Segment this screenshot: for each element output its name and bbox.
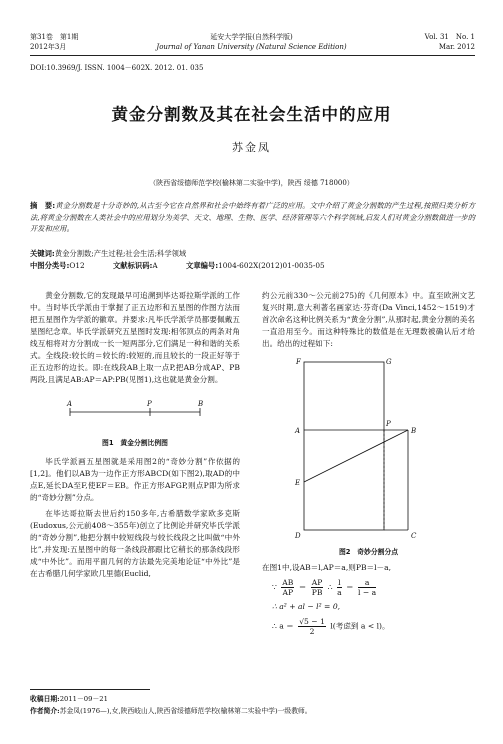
frac-l: l: [338, 578, 341, 587]
figure-1-caption: 图1 黄金分割比例图: [102, 439, 168, 447]
header-volume-en: Vol. 31 No. 1: [424, 33, 475, 41]
equals-1: ＝: [298, 582, 307, 592]
derivation-line-1: [272, 578, 475, 597]
a-equals: ∴ a ＝: [272, 621, 294, 631]
paragraph-3: 在毕达哥拉斯去世后约150多年,古希腊数学家欧多克斯(Eudoxus,公元前408～355年)创立了比例论并研究毕氏学派的“奇妙分割”,他把分割中较短线段与较长线段之比叫做“中外比”,并发现:五星图中的每一条线段都跟比它稍长的那条线段形成“中外比”。而用平面几何的方法最先完美地论证“中外比”是在古希腊几何学家欧几里德(Euclid,: [30, 509, 240, 578]
golden-numerator: √5 − 1: [299, 617, 325, 626]
frac-pb: PB: [311, 588, 323, 597]
left-column-top: [30, 290, 240, 386]
header-date-cn: 2012年3月: [30, 43, 67, 51]
derivation: [262, 562, 475, 636]
affiliation: （陕西省绥德师范学校(榆林第二实验中学)，陕西 绥德 718000）: [149, 179, 354, 187]
fig2-label-b: B: [411, 427, 417, 435]
fig2-label-a: A: [295, 427, 301, 435]
because-sign: ∵: [272, 582, 277, 592]
abstract-text: 黄金分割数是十分奇妙的,从古至今它在自然界和社会中始终有着广泛的应用。文中介绍了黄金分割数的产生过程,按照归类分析方法,将黄金分割数在人类社会中的应用划分为美学、天文、地理、生物、医学、经济管理等六个科学领域,启发人们对黄金分割数做进一步的开发和应用。: [30, 201, 475, 233]
fig2-label-f: F: [296, 358, 301, 366]
right-column-top: [262, 290, 475, 350]
received-value: 2011－09－21: [59, 695, 108, 703]
received-label: 收稿日期:: [30, 695, 60, 703]
header-journal-cn: 延安大学学报(自然科学版): [210, 33, 293, 41]
derivation-line-2: ∴ a² + al − l² = 0,: [272, 602, 341, 611]
clc-value: O12: [69, 261, 85, 270]
square-and-rectangle: [304, 362, 384, 530]
paragraph-1: 黄金分割数,它的发现最早可追溯到毕达哥拉斯学派的工作中。当时毕氏学派由于掌握了正五边形和五星图的作图方法而把五星图作为学派的徽章。并要求:凡毕氏学派学员都要佩戴五星图纪念章。毕氏学派研究五星图时发现:相邻顶点的两条对角线互相将对方分割成一长一短两部分,它们满足一种和谐的关系式。全线段:较长的＝较长的:较短的,而且较长的一段正好等于正五边形的边长。即:在线段AB上取一点P,把AB分成AP、PB两段,且满足AB:AP＝AP:PB(见图1),这也就是黄金分割。: [30, 291, 240, 384]
fig1-label-b: B: [198, 400, 204, 408]
figure-2-caption: 图2 奇妙分割分点: [338, 548, 399, 556]
fig2-label-c: C: [411, 532, 417, 540]
frac-l-minus-a: l − a: [358, 588, 377, 597]
fig2-label-g: G: [386, 358, 392, 366]
frac-a: a: [337, 588, 342, 597]
footnote-rule: [30, 689, 150, 690]
keywords-text: 黄金分割数;产生过程;社会生活;科学领域: [54, 249, 187, 258]
paragraph-4: 约公元前330～公元前275)的《几何原本》中。直至欧洲文艺复兴时期,意大利著名画家达·芬奇(Da Vinci,1452～1519)才首次命名这种比例关系为“黄金分割”,从那时起,黄金分割的美名一直沿用至今。而这种特殊比的数值是在无理数被确认后才给出。给出的过程如下:: [262, 291, 475, 348]
classification: [30, 260, 475, 271]
equals-2: ＝: [346, 582, 354, 592]
header-journal-en: Journal of Yanan University (Natural Science Edition): [156, 43, 347, 51]
golden-denominator: 2: [309, 627, 315, 636]
frac-ap: AP: [282, 588, 294, 597]
frac-ab: AB: [282, 578, 294, 587]
clc-label: 中图分类号:: [30, 261, 70, 270]
fig1-label-p: P: [147, 400, 152, 408]
frac-ap-num: AP: [311, 578, 323, 587]
fig2-label-d: D: [295, 532, 301, 540]
author-bio: [30, 705, 475, 717]
header-volume-cn: 第31卷 第1期: [30, 33, 79, 41]
doi: DOI:10.3969/J. ISSN. 1004－602X. 2012. 01. 035: [30, 64, 204, 72]
paragraph-2: 毕氏学派画五星图就是采用图2的“奇妙分割”作依据的[1,2]。他们以AB为一边作正方形ABCD(如下图2),取AD的中点E,延长DA至F,使EF＝EB。作正方形AFGP,则点P即为所求的“奇妙分割”分点。: [30, 457, 240, 502]
author-name: 苏金凤: [232, 141, 271, 154]
derivation-intro: 在图1中,设AB＝l,AP＝a,则PB＝l－a,: [262, 563, 392, 572]
doc-code-label: 文献标识码:: [113, 261, 153, 270]
bio-label: 作者简介:: [30, 707, 60, 715]
bio-value: 苏金凤(1976—),女,陕西岐山人,陕西省绥德师范学校(榆林第二实验中学)一级教师。: [59, 707, 312, 715]
abstract: [30, 200, 475, 235]
left-column-bottom: [30, 456, 240, 580]
header-rule: [30, 55, 475, 56]
abstract-label: 摘 要:: [30, 201, 56, 210]
article-number-value: 1004-602X(2012)01-0035-05: [218, 261, 325, 270]
fig2-label-p: P: [386, 420, 391, 428]
derivation-line-3: [272, 617, 475, 636]
fig1-label-a: A: [67, 400, 73, 408]
figure-1: [30, 398, 240, 426]
line-e-b: [304, 430, 408, 482]
fig2-label-e: E: [295, 479, 301, 487]
keywords-label: 关键词:: [30, 249, 55, 258]
doc-code-value: A: [152, 261, 158, 270]
received-date: [30, 693, 475, 705]
article-number-label: 文章编号:: [186, 261, 219, 270]
header-date-en: Mar. 2012: [438, 43, 475, 51]
therefore-sign: ∴: [327, 582, 333, 592]
paper-title: 黄金分割数及其在社会生活中的应用: [111, 105, 392, 124]
golden-suffix: l(考虑到 a < l)。: [330, 621, 390, 631]
keywords: [30, 248, 475, 259]
frac-a-num: a: [358, 578, 376, 588]
figure-2: [262, 350, 475, 542]
